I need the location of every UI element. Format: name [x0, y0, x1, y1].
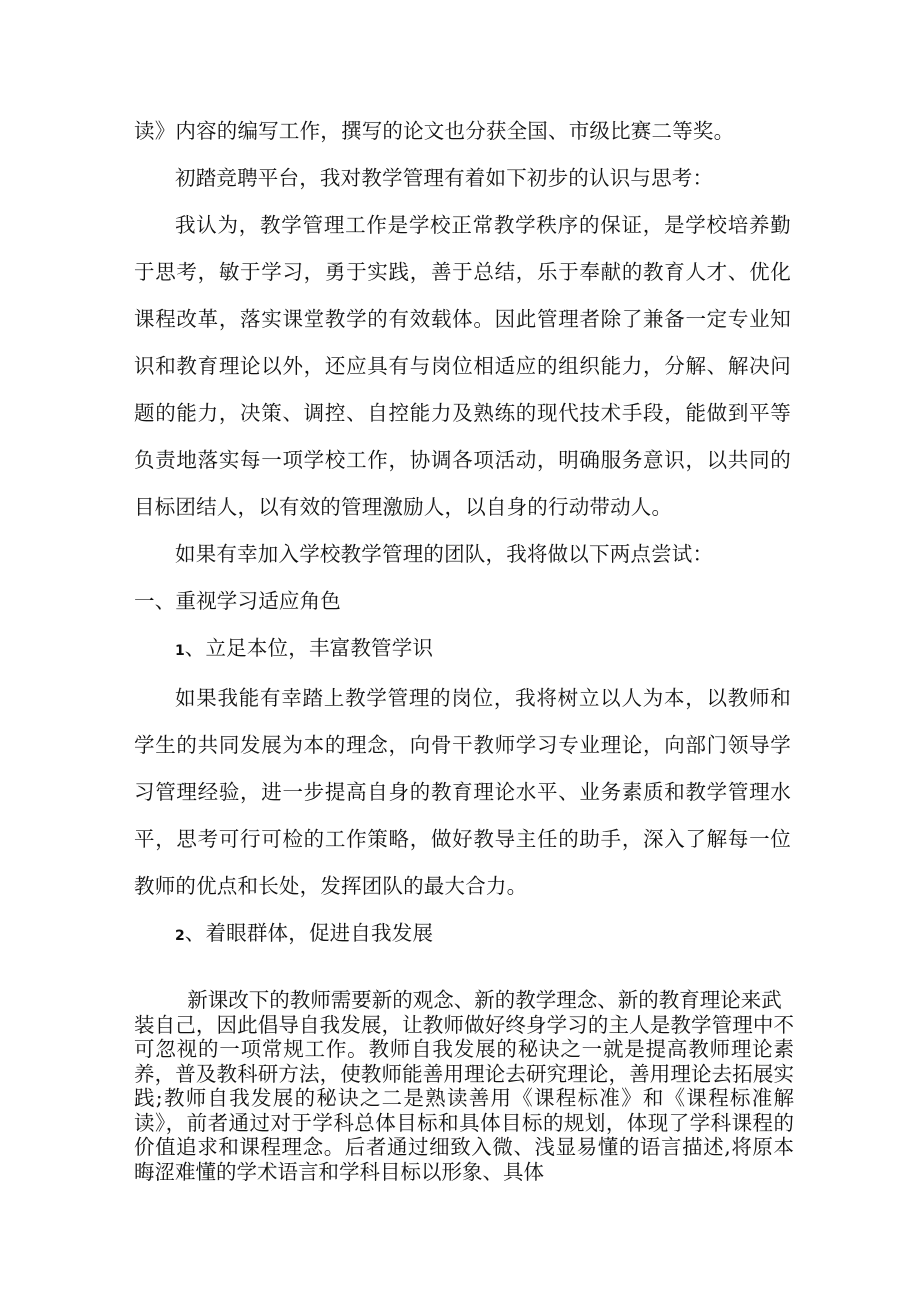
list-item-one-number: 1 [175, 643, 185, 659]
list-item-one-title: 立足本位，丰富教管学识 [205, 636, 434, 660]
list-item-one [134, 625, 791, 675]
list-item-one-separator: 、 [184, 636, 206, 660]
paragraph-intro: 初踏竞聘平台，我对教学管理有着如下初步的认识与思考： [175, 166, 714, 190]
list-item-two-separator: 、 [184, 921, 206, 945]
paragraph-pledge: 如果有幸加入学校教学管理的团队，我将做以下两点尝试： [175, 542, 714, 566]
paragraph-belief: 我认为，教学管理工作是学校正常教学秩序的保证，是学校培养勤于思考，敏于学习，勇于实践，善于总结，乐于奉献的教育人才、优化课程改革，落实课堂教学的有效载体。因此管理者除了兼备一定专业知识和教育理论以外，还应具有与岗位相适应的组织能力，分解、解决问题的能力，决策、调控、自控能力及熟练的现代技术手段，能做到平等负责地落实每一项学校工作，协调各项活动，明确服务意识，以共同的目标团结人，以有效的管理激励人，以自身的行动带动人。 [134, 213, 791, 519]
list-item-two-number: 2 [175, 928, 185, 944]
heading-section-one: 一、重视学习适应角色 [134, 589, 341, 613]
list-item-two-title: 着眼群体，促进自我发展 [205, 921, 434, 945]
list-item-two [134, 910, 791, 960]
paragraph-item-one-body: 如果我能有幸踏上教学管理的岗位，我将树立以人为本，以教师和学生的共同发展为本的理念，向骨干教师学习专业理论，向部门领导学习管理经验，进一步提高自身的教育理论水平、业务素质和教学管理水平，思考可行可检的工作策略，做好教导主任的助手，深入了解每一位教师的优点和长处，发挥团队的最大合力。 [134, 686, 791, 898]
dense-paragraph-body: 装自己，因此倡导自我发展，让教师做好终身学习的主人是教学管理中不可忽视的一项常规工作。教师自我发展的秘诀之一就是提高教师理论素养，普及教科研方法，使教师能善用理论去研究理论，善用理论去拓展实践;教师自我发展的秘诀之二是熟读善用《课程标准》和《课程标准解读》，前者通过对于学科总体目标和具体目标的规划，体现了学科课程的价值追求和课程理念。后者通过细致入微、浅显易懂的语言描述,将原本晦涩难懂的学术语言和学科目标以形象、具体 [134, 1012, 794, 1184]
lower-dense-text-section [134, 988, 794, 1184]
continuation-line: 读》内容的编写工作，撰写的论文也分获全国、市级比赛二等奖。 [134, 119, 735, 143]
dense-paragraph-lead-line: 新课改下的教师需要新的观念、新的教学理念、新的教育理论来武 [187, 988, 782, 1012]
upper-text-section [134, 108, 791, 960]
document-text-column [134, 108, 791, 960]
